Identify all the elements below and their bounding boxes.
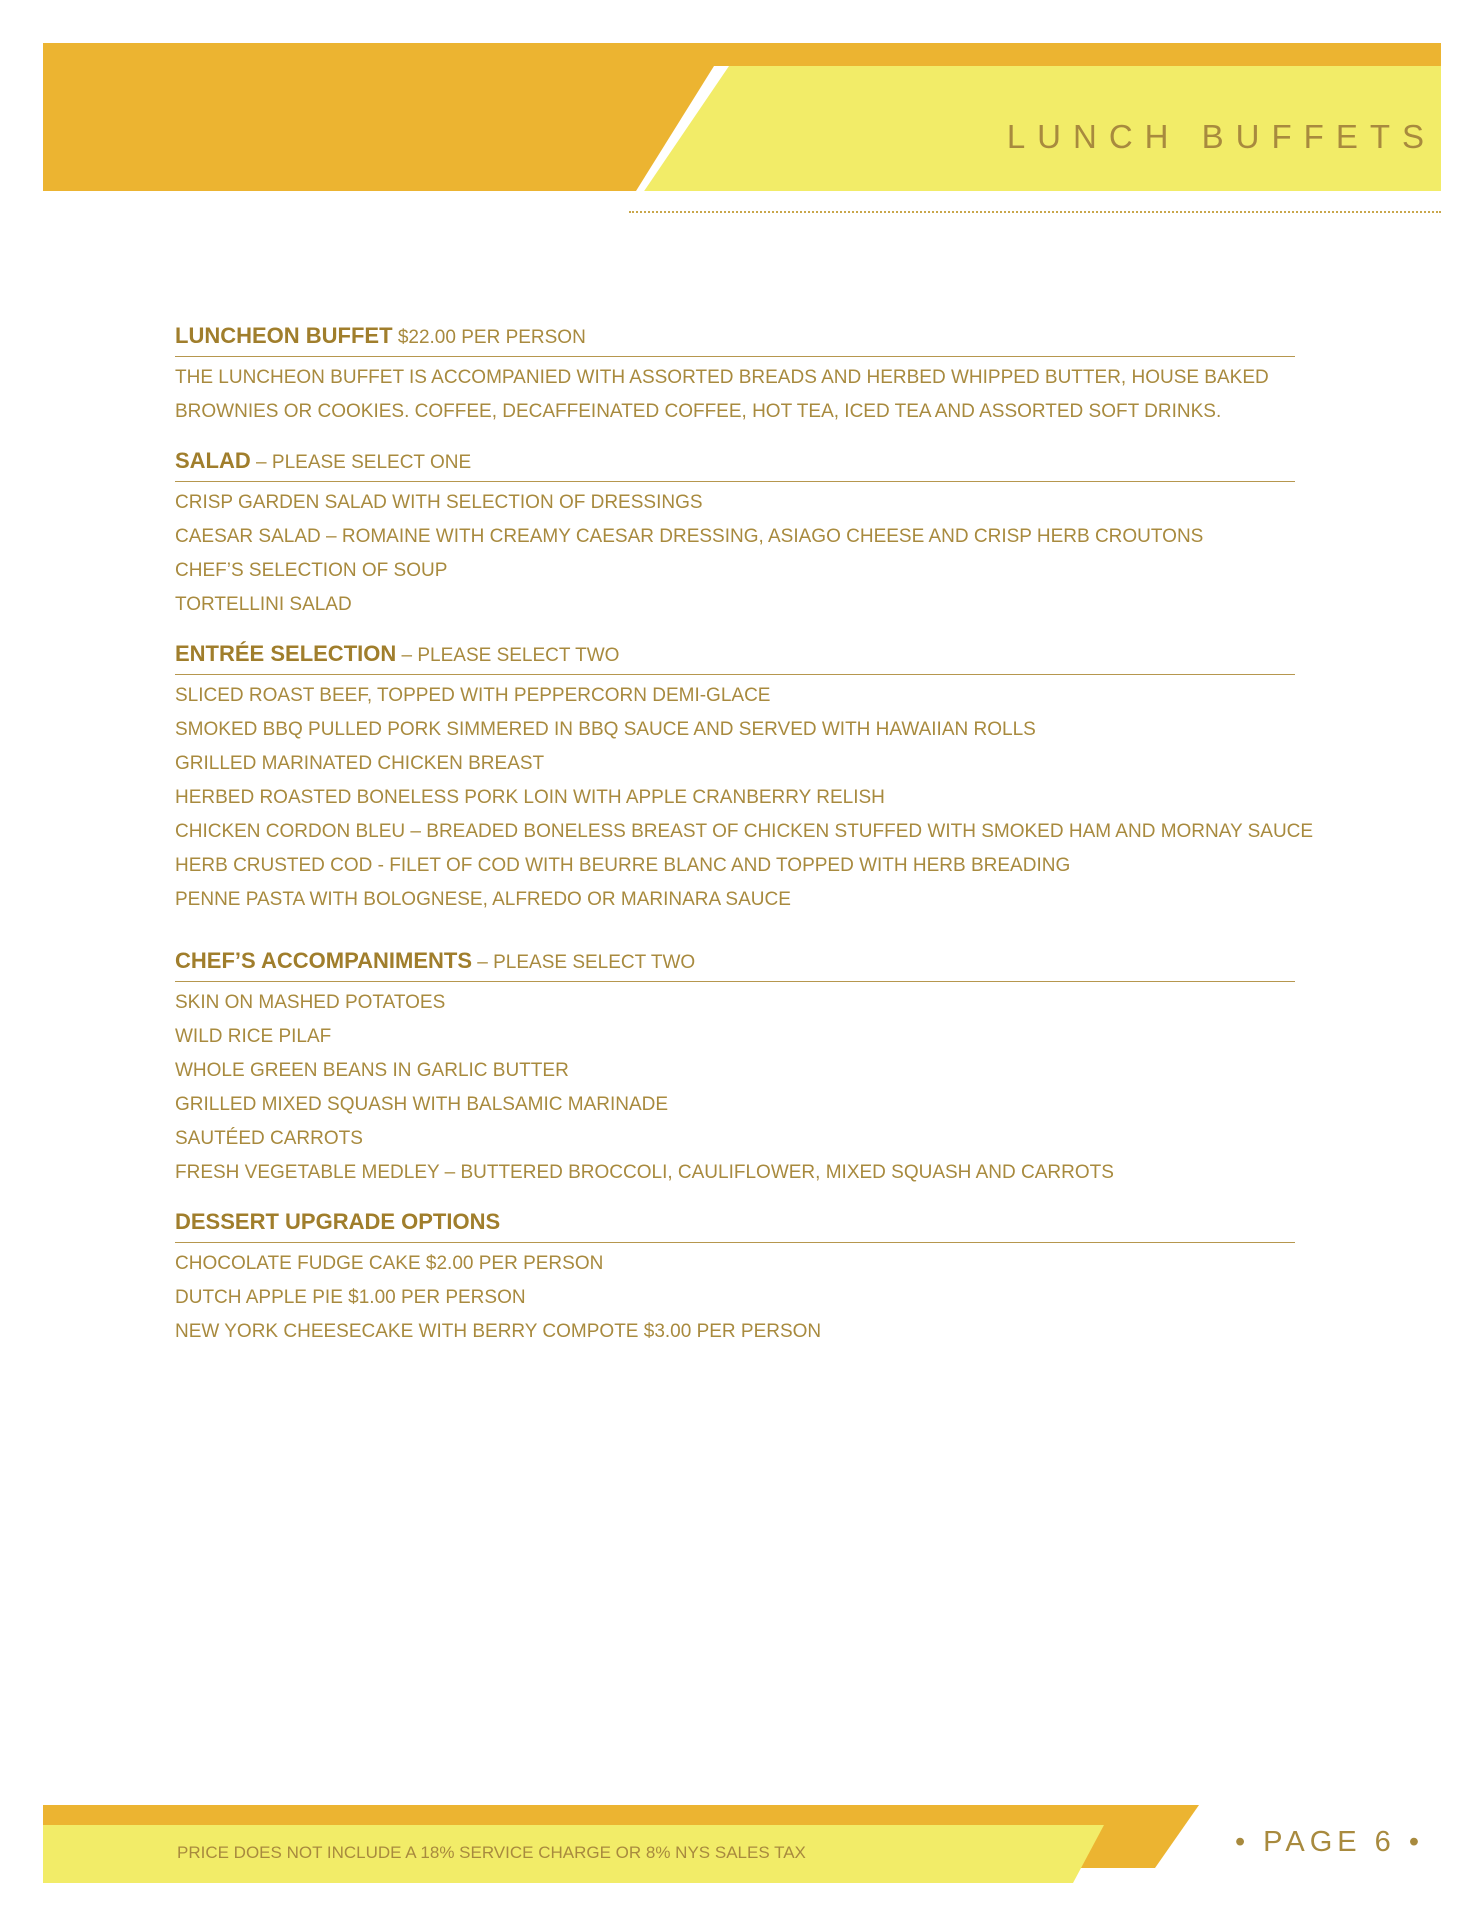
list-item: DUTCH APPLE PIE $1.00 PER PERSON [175,1287,526,1308]
section-title: SALAD [175,448,251,473]
section-dessert-upgrades [175,1208,1425,1349]
section-header [175,322,1295,357]
section-note: – PLEASE SELECT TWO [396,645,620,666]
header-dotted-rule [629,211,1441,213]
header-band [43,43,1441,191]
section-header [175,447,1295,482]
header-band-graphic [43,43,1441,191]
section-accompaniments [175,947,1425,1190]
section-title: ENTRÉE SELECTION [175,641,397,666]
list-item: SAUTÉED CARROTS [175,1128,363,1149]
list-item: PENNE PASTA WITH BOLOGNESE, ALFREDO OR MARINARA SAUCE [175,889,791,910]
list-item: TORTELLINI SALAD [175,594,352,615]
list-item: HERBED ROASTED BONELESS PORK LOIN WITH APPLE CRANBERRY RELISH [175,787,885,808]
section-header [175,947,1295,982]
section-header [175,640,1295,675]
list-item: NEW YORK CHEESECAKE WITH BERRY COMPOTE $3.00 PER PERSON [175,1321,822,1342]
list-item: CHOCOLATE FUDGE CAKE $2.00 PER PERSON [175,1253,604,1274]
list-item: GRILLED MARINATED CHICKEN BREAST [175,753,545,774]
list-item: WHOLE GREEN BEANS IN GARLIC BUTTER [175,1060,569,1081]
list-item: CHICKEN CORDON BLEU – BREADED BONELESS BREAST OF CHICKEN STUFFED WITH SMOKED HAM AND MORNAY SAUCE [175,821,1314,842]
menu-content [175,322,1425,1367]
list-item: CAESAR SALAD – ROMAINE WITH CREAMY CAESAR DRESSING, ASIAGO CHEESE AND CRISP HERB CROUTONS [175,526,1204,547]
list-item: SMOKED BBQ PULLED PORK SIMMERED IN BBQ SAUCE AND SERVED WITH HAWAIIAN ROLLS [175,719,1036,740]
list-item: WILD RICE PILAF [175,1026,332,1047]
section-luncheon-buffet [175,322,1425,429]
list-item: FRESH VEGETABLE MEDLEY – BUTTERED BROCCOLI, CAULIFLOWER, MIXED SQUASH AND CARROTS [175,1162,1114,1183]
section-note: $22.00 PER PERSON [392,327,586,348]
list-item: GRILLED MIXED SQUASH WITH BALSAMIC MARINADE [175,1094,669,1115]
list-item: BROWNIES OR COOKIES. COFFEE, DECAFFEINATED COFFEE, HOT TEA, ICED TEA AND ASSORTED SOFT DRINKS. [175,401,1222,422]
list-item: SLICED ROAST BEEF, TOPPED WITH PEPPERCORN DEMI-GLACE [175,685,771,706]
list-item: SKIN ON MASHED POTATOES [175,992,446,1013]
section-title: DESSERT UPGRADE OPTIONS [175,1209,501,1234]
section-header [175,1208,1295,1243]
list-item: CRISP GARDEN SALAD WITH SELECTION OF DRESSINGS [175,492,703,513]
section-title: LUNCHEON BUFFET [175,323,393,348]
list-item: HERB CRUSTED COD - FILET OF COD WITH BEURRE BLANC AND TOPPED WITH HERB BREADING [175,855,1071,876]
page-number: • PAGE 6 • [1234,1826,1424,1858]
section-note: – PLEASE SELECT TWO [472,952,696,973]
list-item: CHEF’S SELECTION OF SOUP [175,560,448,581]
page-title: LUNCH BUFFETS [1006,118,1436,155]
section-salad [175,447,1425,622]
section-note: – PLEASE SELECT ONE [250,452,472,473]
section-entree [175,640,1425,917]
footer-disclaimer: PRICE DOES NOT INCLUDE A 18% SERVICE CHARGE OR 8% NYS SALES TAX [177,1843,806,1862]
list-item: THE LUNCHEON BUFFET IS ACCOMPANIED WITH ASSORTED BREADS AND HERBED WHIPPED BUTTER, HOUSE BAKED [175,367,1269,388]
section-title: CHEF’S ACCOMPANIMENTS [175,948,472,973]
